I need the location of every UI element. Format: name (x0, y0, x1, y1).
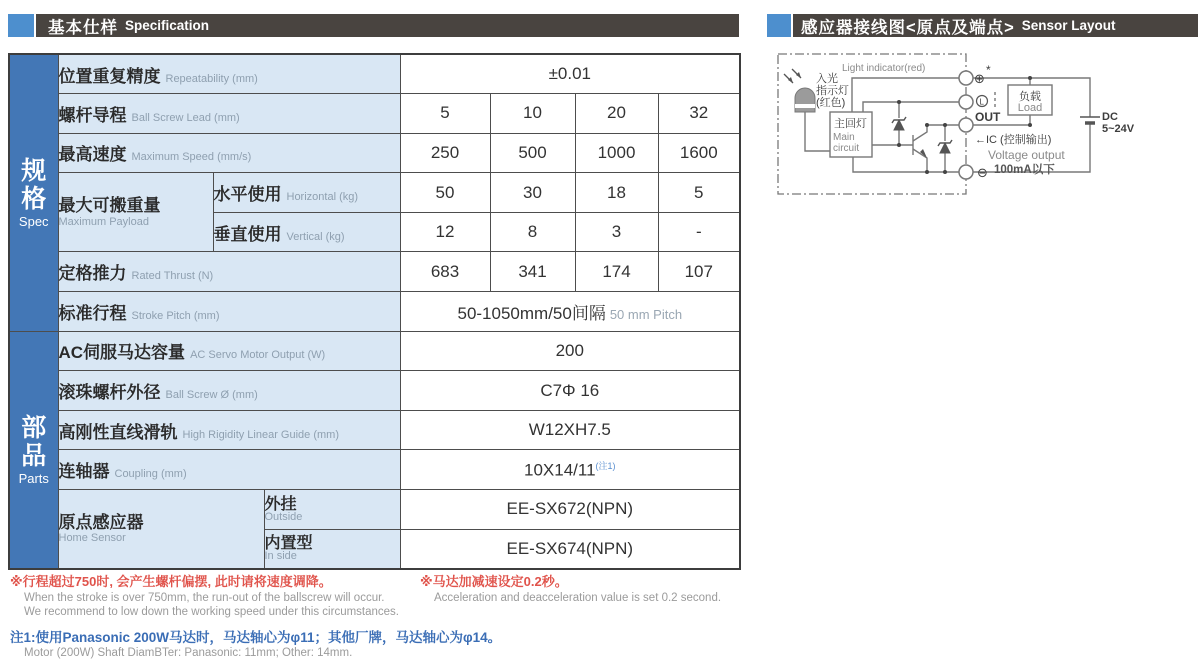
sensor-header-title-zh: 感应器接线图<原点及端点> (801, 18, 1015, 37)
value-coupling: 10X14/11$^{(注1)}$ (400, 450, 740, 490)
led-indicator-icon (784, 69, 815, 112)
spec-header-bar (36, 14, 739, 37)
label-payload-horizontal: 水平使用 Horizontal (kg) (213, 173, 400, 213)
load-en-label: Load (1017, 102, 1043, 114)
light-indicator-zh1: 入光 (816, 73, 838, 85)
out-label: OUT (975, 110, 1001, 124)
row-rated-thrust (9, 252, 740, 292)
sensor-header-accent-square (767, 14, 791, 37)
current-limit-label: 100mA以下 (994, 164, 1055, 176)
value-speed-1: 250 (400, 133, 490, 173)
l-terminal-label: L (979, 97, 984, 107)
row-ball-screw-lead (9, 94, 740, 134)
value-vertical-3: 3 (575, 212, 658, 252)
value-lead-2: 10 (490, 94, 575, 134)
main-circuit-zh-label: 主回灯 (834, 118, 867, 130)
label-coupling: 连轴器 Coupling (mm) (58, 450, 400, 490)
value-thrust-3: 174 (575, 252, 658, 292)
dc-label: DC (1102, 111, 1118, 123)
value-thrust-2: 341 (490, 252, 575, 292)
value-speed-2: 500 (490, 133, 575, 173)
label-servo-output: AC伺服马达容量 AC Servo Motor Output (W) (58, 331, 400, 371)
value-horizontal-1: 50 (400, 173, 490, 213)
value-horizontal-4: 5 (658, 173, 740, 213)
main-circuit-en1-label: Main (833, 132, 855, 143)
light-indicator-en-label: Light indicator(red) (842, 63, 926, 74)
label-linear-guide: 高刚性直线滑轨 High Rigidity Linear Guide (mm) (58, 410, 400, 450)
sensor-header-title-en: Sensor Layout (1021, 18, 1116, 33)
note-accel-zh: ※马达加减速设定0.2秒。 (420, 574, 568, 589)
label-sensor-inside: 内置型 In side (264, 529, 400, 569)
value-repeatability: ±0.01 (400, 54, 740, 94)
row-coupling (9, 450, 740, 490)
label-ball-screw-dia: 滚珠螺杆外径 Ball Screw Ø (mm) (58, 371, 400, 411)
row-linear-guide (9, 410, 740, 450)
note-stroke-en2: We recommend to low down the working speed under this circumstances. (24, 606, 399, 619)
spec-header-title-en: Specification (125, 18, 210, 33)
value-vertical-1: 12 (400, 212, 490, 252)
label-stroke: 标准行程 Stroke Pitch (mm) (58, 292, 400, 332)
label-home-sensor: 原点感应器 Home Sensor (58, 490, 264, 569)
note-motor-shaft-en: Motor (200W) Shaft DiamBTer: Panasonic: 11mm; Other: 14mm. (24, 647, 353, 660)
row-repeatability (9, 54, 740, 94)
value-horizontal-3: 18 (575, 173, 658, 213)
row-ball-screw-dia (9, 371, 740, 411)
label-ball-screw-lead: 螺杆导程 Ball Screw Lead (mm) (58, 94, 400, 134)
value-lead-4: 32 (658, 94, 740, 134)
note-accel-en: Acceleration and deacceleration value is set 0.2 second. (434, 591, 722, 604)
value-horizontal-2: 30 (490, 173, 575, 213)
value-thrust-1: 683 (400, 252, 490, 292)
label-sensor-outside: 外挂 Outside (264, 490, 400, 530)
label-repeatability: 位置重复精度 Repeatability (mm) (58, 54, 400, 94)
label-max-speed: 最高速度 Maximum Speed (mm/s) (58, 133, 400, 173)
note-motor-shaft-zh: 注1:使用Panasonic 200W马达时，马达轴心为φ11；其他厂牌，马达轴心为φ14。 (10, 629, 502, 645)
row-max-speed (9, 133, 740, 173)
spec-header-title-zh: 基本仕样 (48, 18, 118, 37)
row-stroke (9, 292, 740, 332)
dc-voltage-label: 5~24V (1102, 123, 1135, 135)
value-thrust-4: 107 (658, 252, 740, 292)
sensor-header-bar (793, 14, 1198, 37)
footnotes-right (420, 574, 750, 605)
label-payload-vertical: 垂直使用 Vertical (kg) (213, 212, 400, 252)
section-parts (9, 331, 58, 569)
light-indicator-zh2: 指示灯 (816, 85, 849, 97)
minus-terminal-label: ⊖ (977, 165, 988, 180)
specification-table (8, 53, 741, 570)
value-lead-1: 5 (400, 94, 490, 134)
value-vertical-2: 8 (490, 212, 575, 252)
row-home-sensor-outside (9, 490, 740, 530)
value-speed-4: 1600 (658, 133, 740, 173)
note-stroke-zh: ※行程超过750时, 会产生螺杆偏摆, 此时请将速度调降。 (10, 574, 332, 589)
plus-terminal-star: * (986, 63, 991, 77)
value-linear-guide: W12XH7.5 (400, 410, 740, 450)
value-speed-3: 1000 (575, 133, 658, 173)
label-max-payload: 最大可搬重量 Maximum Payload (58, 173, 213, 252)
main-circuit-en2-label: circuit (833, 143, 860, 154)
section-spec (9, 54, 58, 331)
sensor-wiring-diagram (770, 50, 1200, 225)
label-rated-thrust: 定格推力 Rated Thrust (N) (58, 252, 400, 292)
section-parts-zh: 部 品 (21, 413, 47, 470)
battery-icon (1080, 117, 1100, 123)
row-servo-output (9, 331, 740, 371)
load-zh-label: 负载 (1019, 91, 1041, 103)
light-indicator-zh3: (红色) (816, 97, 846, 109)
value-servo-output: 200 (400, 331, 740, 371)
plus-terminal-label: ⊕ (974, 71, 985, 86)
section-spec-en: Spec (18, 213, 49, 229)
section-spec-zh: 规 格 (21, 156, 47, 213)
value-vertical-4: - (658, 212, 740, 252)
coupling-note-ref: (注1) (595, 460, 616, 471)
row-payload-horizontal (9, 173, 740, 213)
ic-output-label: ←IC (控制输出) (975, 134, 1052, 146)
value-sensor-outside: EE-SX672(NPN) (400, 490, 740, 530)
spec-header-accent-square (8, 14, 34, 37)
value-stroke: 50-1050mm/50间隔 50 mm Pitch (400, 292, 740, 332)
voltage-output-label: Voltage output (988, 148, 1065, 162)
note-stroke-en1: When the stroke is over 750mm, the run-out of the ballscrew will occur. (24, 591, 385, 604)
value-sensor-inside: EE-SX674(NPN) (400, 529, 740, 569)
value-ball-screw-dia: C7Φ 16 (400, 371, 740, 411)
section-parts-en: Parts (18, 470, 49, 486)
sensor-circuit-svg (770, 50, 1200, 220)
value-lead-3: 20 (575, 94, 658, 134)
